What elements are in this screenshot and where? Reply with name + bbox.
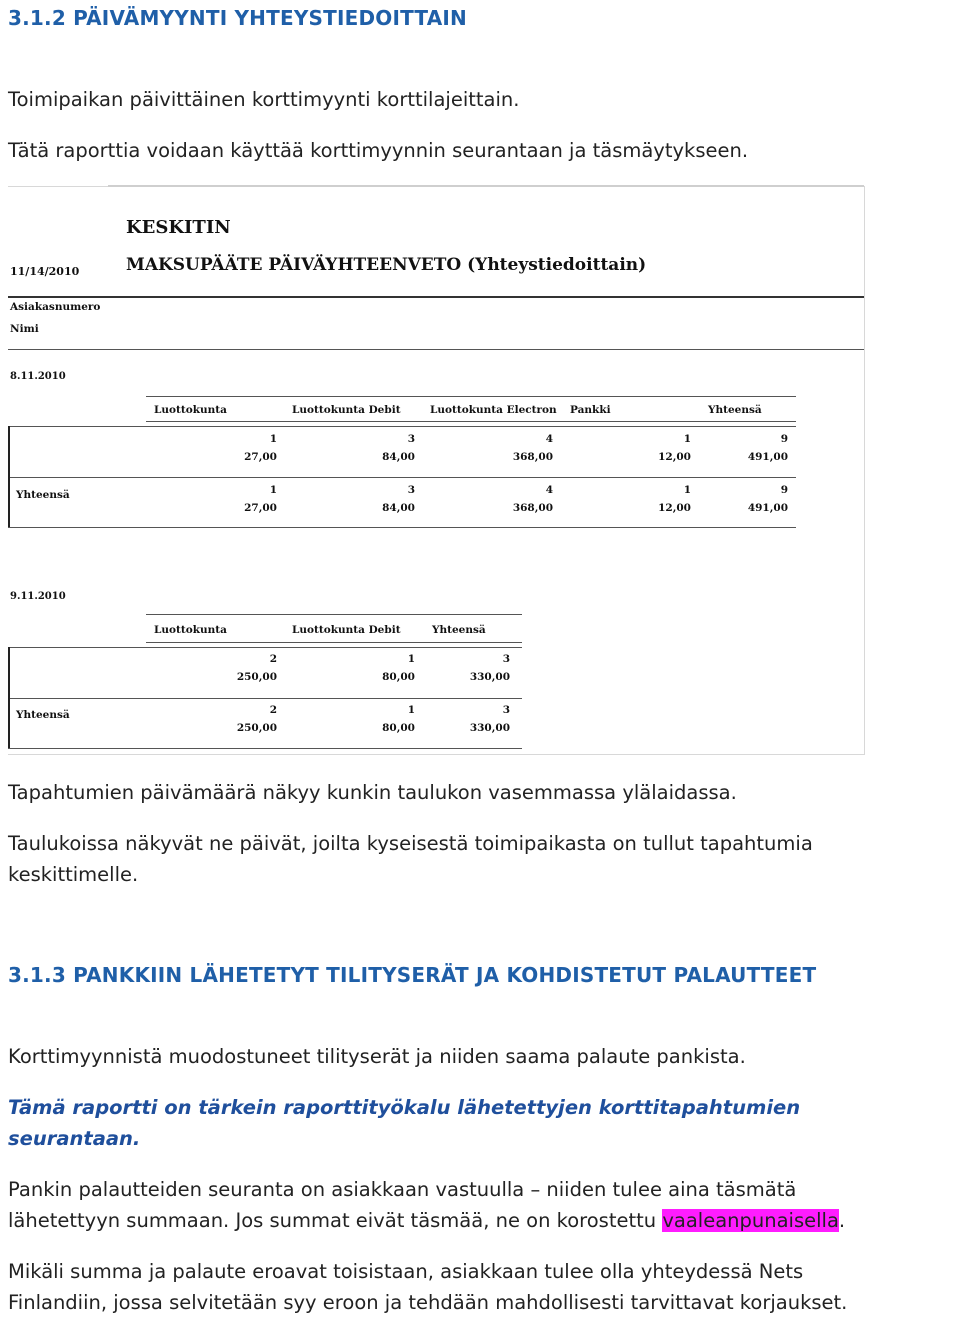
total-count: 1 — [683, 484, 691, 496]
total-amount: 80,00 — [382, 722, 415, 734]
paragraph: Mikäli summa ja palaute eroavat toisistaan, asiakkaan tulee olla yhteydessä Nets — [8, 1260, 804, 1283]
total-bottom-rule — [8, 748, 522, 749]
text: . — [838, 1209, 846, 1232]
total-count: 1 — [407, 704, 415, 716]
column-header: Luottokunta — [154, 404, 227, 416]
report-header-rule — [8, 349, 864, 350]
cell-count: 9 — [780, 433, 788, 445]
section-heading-3-1-3: 3.1.3 PANKKIIN LÄHETETYT TILITYSERÄT JA KOHDISTETUT PALAUTTEET — [8, 963, 817, 987]
column-header: Yhteensä — [708, 404, 762, 416]
cell-amount: 368,00 — [512, 451, 553, 463]
column-header: Luottokunta Debit — [292, 624, 401, 636]
report-title-rule — [8, 296, 864, 298]
emphasis-paragraph: seurantaan. — [8, 1127, 141, 1150]
text: lähetettyyn summaan. Jos summat eivät täsmää, ne on korostettu — [8, 1209, 663, 1232]
cell-count: 1 — [269, 433, 277, 445]
report-print-date: 11/14/2010 — [10, 265, 80, 278]
report-image — [8, 186, 865, 755]
cell-count: 1 — [407, 653, 415, 665]
paragraph: Tätä raporttia voidaan käyttää korttimyynnin seurantaan ja täsmäytykseen. — [8, 139, 749, 162]
total-amount: 12,00 — [658, 502, 691, 514]
row-left-border — [8, 647, 10, 699]
column-header: Luottokunta Debit — [292, 404, 401, 416]
block-date: 9.11.2010 — [10, 591, 66, 602]
column-header: Yhteensä — [432, 624, 486, 636]
total-bottom-rule — [8, 527, 796, 528]
cell-count: 4 — [545, 433, 553, 445]
total-amount: 27,00 — [244, 502, 277, 514]
report-title: MAKSUPÄÄTE PÄIVÄYHTEENVETO (Yhteystiedoittain) — [126, 255, 647, 275]
cell-count: 1 — [683, 433, 691, 445]
total-top-rule — [8, 698, 522, 699]
column-header-top-rule — [146, 396, 796, 397]
total-count: 1 — [269, 484, 277, 496]
total-count: 2 — [269, 704, 277, 716]
paragraph: Tapahtumien päivämäärä näkyy kunkin taulukon vasemmassa ylälaidassa. — [8, 781, 737, 804]
paragraph: Taulukoissa näkyvät ne päivät, joilta kyseisestä toimipaikasta on tullut tapahtumia — [8, 832, 813, 855]
column-header: Luottokunta Electron — [430, 404, 557, 416]
cell-count: 2 — [269, 653, 277, 665]
total-label: Yhteensä — [16, 709, 70, 721]
emphasis-paragraph: Tämä raportti on tärkein raporttityökalu lähetettyjen korttitapahtumien — [8, 1096, 801, 1119]
paragraph: Pankin palautteiden seuranta on asiakkaan vastuulla – niiden tulee aina täsmätä — [8, 1178, 797, 1201]
cell-amount: 250,00 — [236, 671, 277, 683]
total-count: 9 — [780, 484, 788, 496]
highlighted-text: vaaleanpunaisella — [662, 1209, 839, 1232]
total-amount: 368,00 — [512, 502, 553, 514]
paragraph: keskittimelle. — [8, 863, 139, 886]
row-top-rule — [8, 426, 796, 427]
total-amount: 84,00 — [382, 502, 415, 514]
block-date: 8.11.2010 — [10, 371, 66, 382]
cell-amount: 80,00 — [382, 671, 415, 683]
cell-amount: 12,00 — [658, 451, 691, 463]
section-heading-3-1-2: 3.1.2 PÄIVÄMYYNTI YHTEYSTIEDOITTAIN — [8, 6, 467, 30]
cell-amount: 27,00 — [244, 451, 277, 463]
total-top-rule — [8, 477, 796, 478]
cell-count: 3 — [502, 653, 510, 665]
customer-number-label: Asiakasnumero — [10, 301, 101, 313]
column-header-bottom-rule — [146, 421, 796, 422]
total-count: 4 — [545, 484, 553, 496]
cell-amount: 84,00 — [382, 451, 415, 463]
total-amount: 250,00 — [236, 722, 277, 734]
paragraph: Toimipaikan päivittäinen korttimyynti korttilajeittain. — [8, 88, 520, 111]
column-header-top-rule — [146, 614, 522, 615]
total-label: Yhteensä — [16, 489, 70, 501]
total-amount: 491,00 — [747, 502, 788, 514]
row-top-rule — [8, 647, 522, 648]
total-count: 3 — [407, 484, 415, 496]
paragraph — [8, 1205, 845, 1236]
cell-count: 3 — [407, 433, 415, 445]
column-header: Pankki — [570, 404, 611, 416]
total-count: 3 — [502, 704, 510, 716]
cell-amount: 491,00 — [747, 451, 788, 463]
total-left-border — [8, 698, 10, 748]
total-amount: 330,00 — [469, 722, 510, 734]
paragraph: Finlandiin, jossa selvitetään syy eroon ja tehdään mahdollisesti tarvittavat korjaukset. — [8, 1291, 848, 1314]
column-header-bottom-rule — [146, 642, 522, 643]
report-shadow — [108, 185, 864, 187]
name-label: Nimi — [10, 323, 39, 335]
cell-amount: 330,00 — [469, 671, 510, 683]
total-left-border — [8, 477, 10, 527]
paragraph: Korttimyynnistä muodostuneet tilityserät ja niiden saama palaute pankista. — [8, 1045, 746, 1068]
column-header: Luottokunta — [154, 624, 227, 636]
row-left-border — [8, 426, 10, 478]
report-org: KESKITIN — [126, 217, 231, 238]
